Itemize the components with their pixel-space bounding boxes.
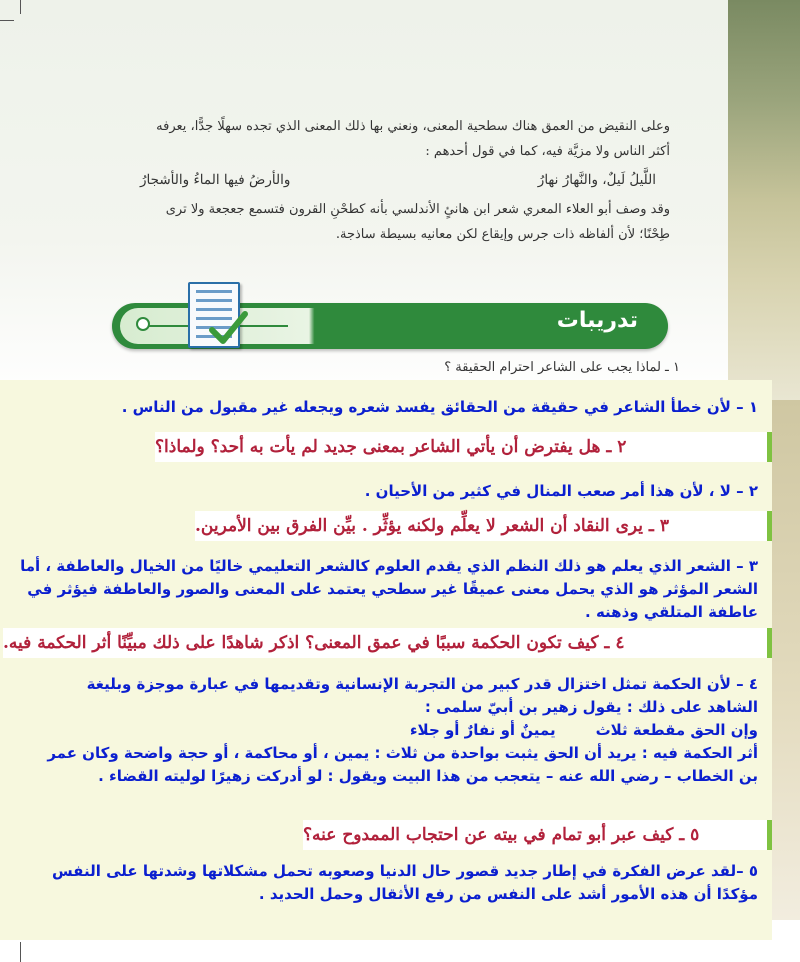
verse-second-half: يمينٌ أو نفارٌ أو جلاء xyxy=(409,721,556,739)
question-3-band xyxy=(195,511,772,541)
crop-mark xyxy=(0,20,14,21)
question-2-band xyxy=(155,432,772,462)
verse-first-half: وإن الحق مقطعة ثلاث xyxy=(595,721,758,739)
question-2: ٢ ـ هل يفترض أن يأتي الشاعر بمعنى جديد لم يأت به أحد؟ ولماذا؟ xyxy=(155,437,627,457)
answer-4-line: ٤ – لأن الحكمة تمثل اختزال قدر كبير من التجربة الإنسانية وتقديمها في عبارة موجزة وبليغة xyxy=(86,675,758,693)
question-3: ٣ ـ يرى النقاد أن الشعر لا يعلِّم ولكنه يؤثِّر . بيِّن الفرق بين الأمرين. xyxy=(195,516,669,536)
intro-line: أكثر الناس ولا مزيَّة فيه، كما في قول أحدهم : xyxy=(425,144,670,159)
answer-2: ٢ – لا ، لأن هذا أمر صعب المنال في كثير من الأحيان . xyxy=(364,482,758,500)
answer-4-line: بن الخطاب – رضي الله عنه – يتعجب من هذا البيت ويقول : لو أدركت زهيرًا لوليته القضاء . xyxy=(98,767,758,785)
answers-panel xyxy=(0,380,772,940)
intro-line: وعلى النقيض من العمق هناك سطحية المعنى، ونعني بها ذلك المعنى الذي تجده سهلًا جدًّا، يعرفه xyxy=(156,119,670,134)
decorative-photo-strip xyxy=(728,0,800,400)
answer-5-line: ٥ –لقد عرض الفكرة في إطار جديد قصور حال الدنيا وصعوبه تحمل مشكلاتها وشدتها على النفس xyxy=(51,862,758,880)
verse-second-half: والأرضُ فيها الماءُ والأشجارُ xyxy=(140,172,291,188)
crop-mark xyxy=(20,0,21,14)
intro-line: طِحْنًا؛ لأن ألفاظه ذات جرس وإيقاع لكن معانيه بسيطة ساذجة. xyxy=(335,227,670,242)
answer-3-line: الشعر المؤثر هو الذي يحمل معنى عميقًا غير سطحي يعتمد على المعنى والصور والعاطفة فيؤثر في xyxy=(27,580,758,598)
answer-4-verse xyxy=(3,719,758,742)
decorative-photo-strip-lower xyxy=(770,400,800,920)
question-1: ١ ـ لماذا يجب على الشاعر احترام الحقيقة ؟ xyxy=(444,360,680,375)
exercises-title: تدريبات xyxy=(556,308,638,333)
question-5-band xyxy=(303,820,772,850)
intro-paragraph xyxy=(110,114,670,247)
checkmark-icon xyxy=(208,308,248,348)
crop-mark xyxy=(20,942,21,962)
question-5: ٥ ـ كيف عبر أبو تمام في بيته عن احتجاب الممدوح عنه؟ xyxy=(303,825,700,845)
poem-verse xyxy=(110,164,670,197)
answer-3-line: عاطفة المتلقي وذهنه . xyxy=(585,603,758,621)
question-4-band xyxy=(3,628,772,658)
answer-1: ١ – لأن خطأ الشاعر في حقيقة من الحقائق يفسد شعره ويجعله غير مقبول من الناس . xyxy=(121,398,758,416)
verse-first-half: اللَّيلُ لَيلٌ، والنَّهارُ نهارُ xyxy=(537,172,656,188)
question-4: ٤ ـ كيف تكون الحكمة سببًا في عمق المعنى؟ اذكر شاهدًا على ذلك مبيِّنًا أثر الحكمة فيه. xyxy=(3,633,625,653)
answer-4-line: أثر الحكمة فيه : يريد أن الحق يثبت بواحدة من ثلاث : يمين ، أو محاكمة ، أو حجة واضحة وكان عمر xyxy=(47,744,758,762)
banner-dot-icon xyxy=(136,317,150,331)
answer-4-line: الشاهد على ذلك : يقول زهير بن أبيّ سلمى : xyxy=(424,698,758,716)
answer-5-line: مؤكدًا أن هذه الأمور أشد على النفس من رفع الأثقال وحمل الحديد . xyxy=(258,885,758,903)
intro-line: وقد وصف أبو العلاء المعري شعر ابن هانئٍ الأندلسي بأنه كطحْنِ القرون فتسمع جعجعة ولا ترى xyxy=(165,202,670,217)
answer-3-line: ٣ – الشعر الذي يعلم هو ذلك النظم الذي يقدم العلوم كالشعر التعليمي خاليًا من الخيال والعاطفة ، أما xyxy=(20,557,758,575)
